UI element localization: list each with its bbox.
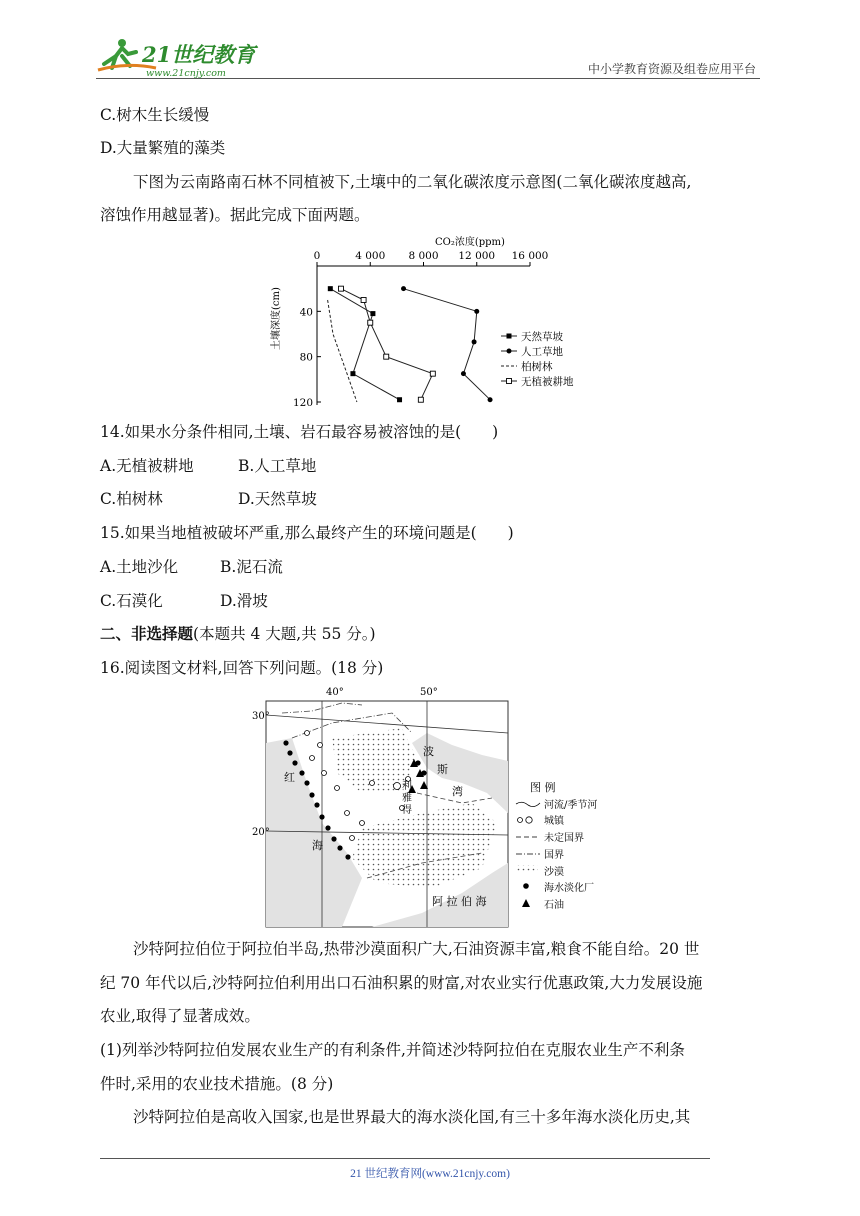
site-logo [96, 34, 266, 80]
x-tick-label: 12 000 [458, 250, 496, 262]
q14-option-d: D.天然草坡 [238, 490, 317, 508]
point-marker [368, 320, 373, 325]
question-16: 16.阅读图文材料,回答下列问题。(18 分) [100, 659, 384, 677]
y-axis-label: 土壤深度(cm) [271, 287, 282, 350]
legend-label: 天然草坡 [521, 331, 563, 343]
legend-label: 无植被耕地 [521, 376, 574, 388]
q14-option-c: C.柏树林 [100, 490, 163, 508]
legend-marker [507, 334, 512, 339]
logo-url: www.21cnjy.com [146, 68, 226, 79]
gulf-label-2: 斯 [437, 763, 448, 776]
point-marker [401, 286, 406, 291]
y-tick-label: 120 [292, 397, 313, 409]
section-2-heading [100, 623, 376, 645]
intro-line-2: 溶蚀作用越显著)。据此完成下面两题。 [100, 206, 370, 224]
legend-desert-swatch [516, 865, 538, 873]
x-tick-label: 4 000 [355, 250, 386, 262]
point-marker [430, 371, 435, 376]
q15-option-d: D.滑坡 [220, 592, 268, 610]
legend-border: 国界 [544, 850, 564, 861]
legend-town: 城镇 [544, 816, 564, 827]
lon-40-label: 40° [326, 687, 344, 698]
footer-text: 21 世纪教育网(www.21cnjy.com) [350, 1168, 510, 1180]
gulf-label-1: 波 [423, 745, 434, 758]
q14-option-b: B.人工草地 [238, 457, 317, 475]
q15-option-b: B.泥石流 [220, 558, 283, 576]
point-marker [418, 397, 423, 402]
header-divider [96, 78, 760, 79]
x-tick-label: 0 [313, 250, 321, 262]
point-marker [384, 354, 389, 359]
intro-line-1: 下图为云南路南石林不同植被下,土壤中的二氧化碳浓度示意图(二氧化碳浓度越高, [133, 173, 692, 191]
y-tick-label: 40 [299, 306, 313, 319]
point-marker [397, 397, 402, 402]
logo-text: 21世纪教育 [142, 42, 256, 67]
red-sea-label-1: 红 [284, 771, 295, 784]
q15-option-a: A.土地沙化 [100, 558, 179, 576]
question-15: 15.如果当地植被破坏严重,那么最终产生的环境问题是( ) [100, 524, 514, 542]
lat-20-label: 20° [252, 827, 270, 838]
point-marker [361, 298, 366, 303]
x-tick-label: 8 000 [408, 250, 439, 262]
q14-option-a: A.无植被耕地 [100, 457, 194, 475]
legend-marker [507, 379, 512, 384]
option-c-prev: C.树木生长缓慢 [100, 106, 210, 124]
section-2-bold: 二、非选择题 [100, 624, 194, 643]
riyadh-label-3: 得 [402, 805, 412, 816]
passage-2-line-1: 沙特阿拉伯是高收入国家,也是世界最大的海水淡化国,有三十多年海水淡化历史,其 [133, 1108, 691, 1126]
legend-label: 柏树林 [521, 361, 553, 373]
red-sea-label-2: 海 [312, 839, 323, 852]
section-2-rest: (本题共 4 大题,共 55 分。) [193, 625, 376, 643]
chart-title: CO₂浓度(ppm) [435, 237, 505, 248]
series-line-1 [404, 289, 491, 400]
series-line-3 [341, 289, 433, 400]
passage-1-line-2: 纪 70 年代以后,沙特阿拉伯利用出口石油积累的财富,对农业实行优惠政策,大力发展设施 [100, 974, 703, 992]
saudi-map [252, 683, 622, 931]
legend-oil-swatch [522, 899, 530, 907]
question-14: 14.如果水分条件相同,土壤、岩石最容易被溶蚀的是( ) [100, 423, 499, 441]
legend-undefined-border: 未定国界 [544, 833, 584, 844]
point-marker [461, 371, 466, 376]
point-marker [370, 311, 375, 316]
legend-river: 河流/季节河 [544, 800, 598, 811]
q15-option-c: C.石漠化 [100, 592, 163, 610]
point-marker [474, 309, 479, 314]
legend-desal-swatch [523, 883, 529, 889]
point-marker [488, 397, 493, 402]
gulf-label-3: 湾 [452, 785, 463, 798]
legend-label: 人工草地 [521, 346, 563, 358]
option-d-prev: D.大量繁殖的藻类 [100, 139, 226, 157]
passage-1-line-3: 农业,取得了显著成效。 [100, 1007, 260, 1025]
legend-oil: 石油 [544, 900, 564, 911]
sub-question-1-line-2: 件时,采用的农业技术措施。(8 分) [100, 1075, 334, 1093]
sub-question-1-line-1: (1)列举沙特阿拉伯发展农业生产的有利条件,并简述沙特阿拉伯在克服农业生产不利条 [100, 1041, 685, 1059]
legend-title: 图 例 [530, 781, 556, 794]
legend-desalination: 海水淡化厂 [544, 883, 594, 894]
riyadh-label-2: 雅 [402, 793, 412, 804]
legend-marker [507, 349, 512, 354]
point-marker [328, 286, 333, 291]
legend-symbols [516, 802, 540, 854]
arabian-sea-label: 阿 拉 伯 海 [432, 895, 487, 908]
footer-divider [100, 1158, 710, 1159]
point-marker [338, 286, 343, 291]
point-marker [350, 371, 355, 376]
legend-desert: 沙漠 [544, 867, 564, 878]
lat-30-label: 30° [252, 711, 270, 722]
point-marker [472, 339, 477, 344]
y-tick-label: 80 [299, 351, 313, 364]
x-tick-label: 16 000 [511, 250, 549, 262]
series-line-2 [328, 300, 357, 402]
lon-50-label: 50° [420, 687, 438, 698]
riyadh-label-1: 利 [402, 781, 412, 792]
co2-chart [265, 230, 595, 415]
header-platform-text: 中小学教育资源及组卷应用平台 [587, 62, 756, 76]
passage-1-line-1: 沙特阿拉伯位于阿拉伯半岛,热带沙漠面积广大,石油资源丰富,粮食不能自给。20 世 [133, 940, 700, 958]
